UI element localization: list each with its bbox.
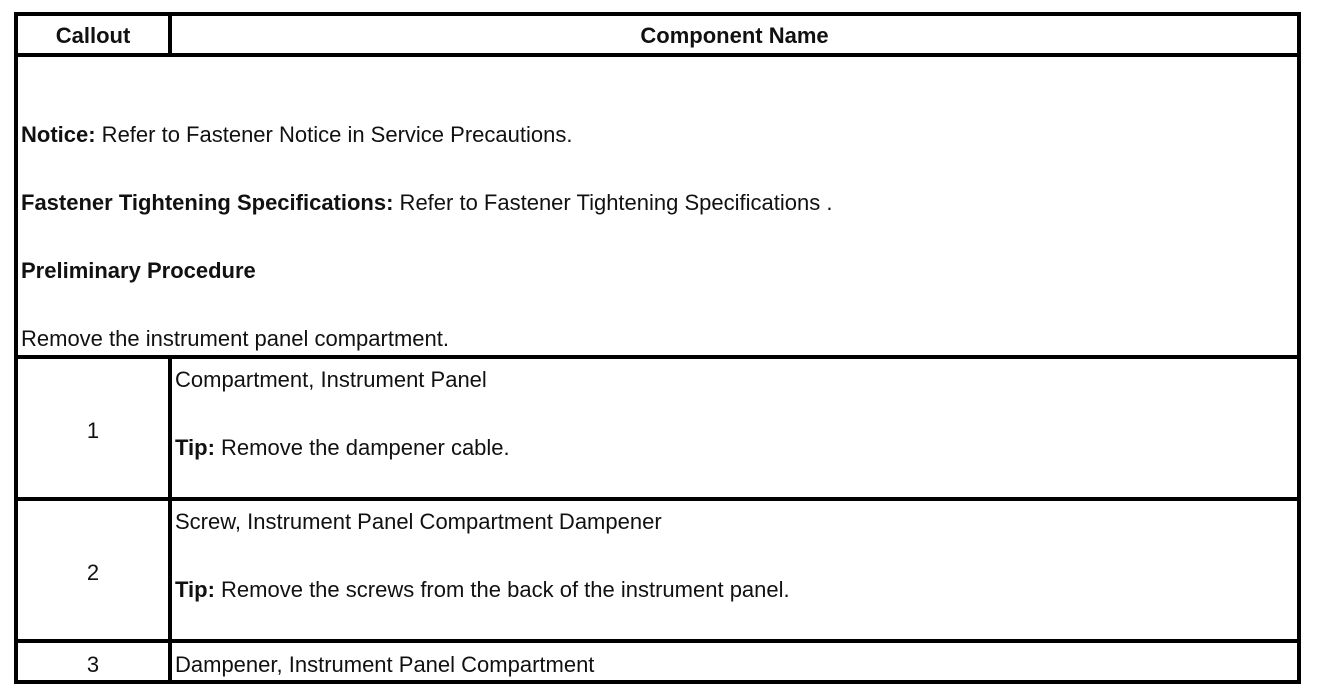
preliminary-heading [21, 258, 256, 284]
row-1-tip-text: Remove the dampener cable. [214, 435, 510, 460]
row-2-name: Screw, Instrument Panel Compartment Dampener [175, 509, 662, 534]
specs-label: Fastener Tightening Specifications: [21, 190, 394, 215]
header-component-name: Component Name [640, 23, 829, 48]
header-divider [18, 53, 1297, 57]
notice-label: Notice: [21, 122, 96, 147]
row-1-tip-label: Tip: [175, 435, 215, 460]
preliminary-heading-label: Preliminary Procedure [21, 258, 256, 283]
row-2-divider [18, 639, 1297, 643]
notice-text: Refer to Fastener Notice in Service Precautions. [95, 122, 573, 147]
intro-divider [18, 355, 1297, 359]
row-1-name: Compartment, Instrument Panel [175, 367, 487, 392]
row-3-name: Dampener, Instrument Panel Compartment [175, 652, 595, 677]
row-2-callout: 2 [86, 560, 100, 585]
header-callout: Callout [55, 23, 131, 48]
notice-line [21, 122, 572, 148]
preliminary-step: Remove the instrument panel compartment. [21, 326, 449, 351]
component-table [14, 12, 1301, 684]
row-3-callout: 3 [86, 652, 100, 677]
specs-line [21, 190, 832, 216]
specs-text: Refer to Fastener Tightening Specifications . [393, 190, 833, 215]
column-divider-rows [168, 355, 172, 680]
row-2-tip-label: Tip: [175, 577, 215, 602]
row-1-tip [175, 435, 510, 461]
row-2-tip-text: Remove the screws from the back of the instrument panel. [214, 577, 790, 602]
row-1-callout: 1 [86, 418, 100, 443]
row-1-divider [18, 497, 1297, 501]
row-2-tip [175, 577, 790, 603]
